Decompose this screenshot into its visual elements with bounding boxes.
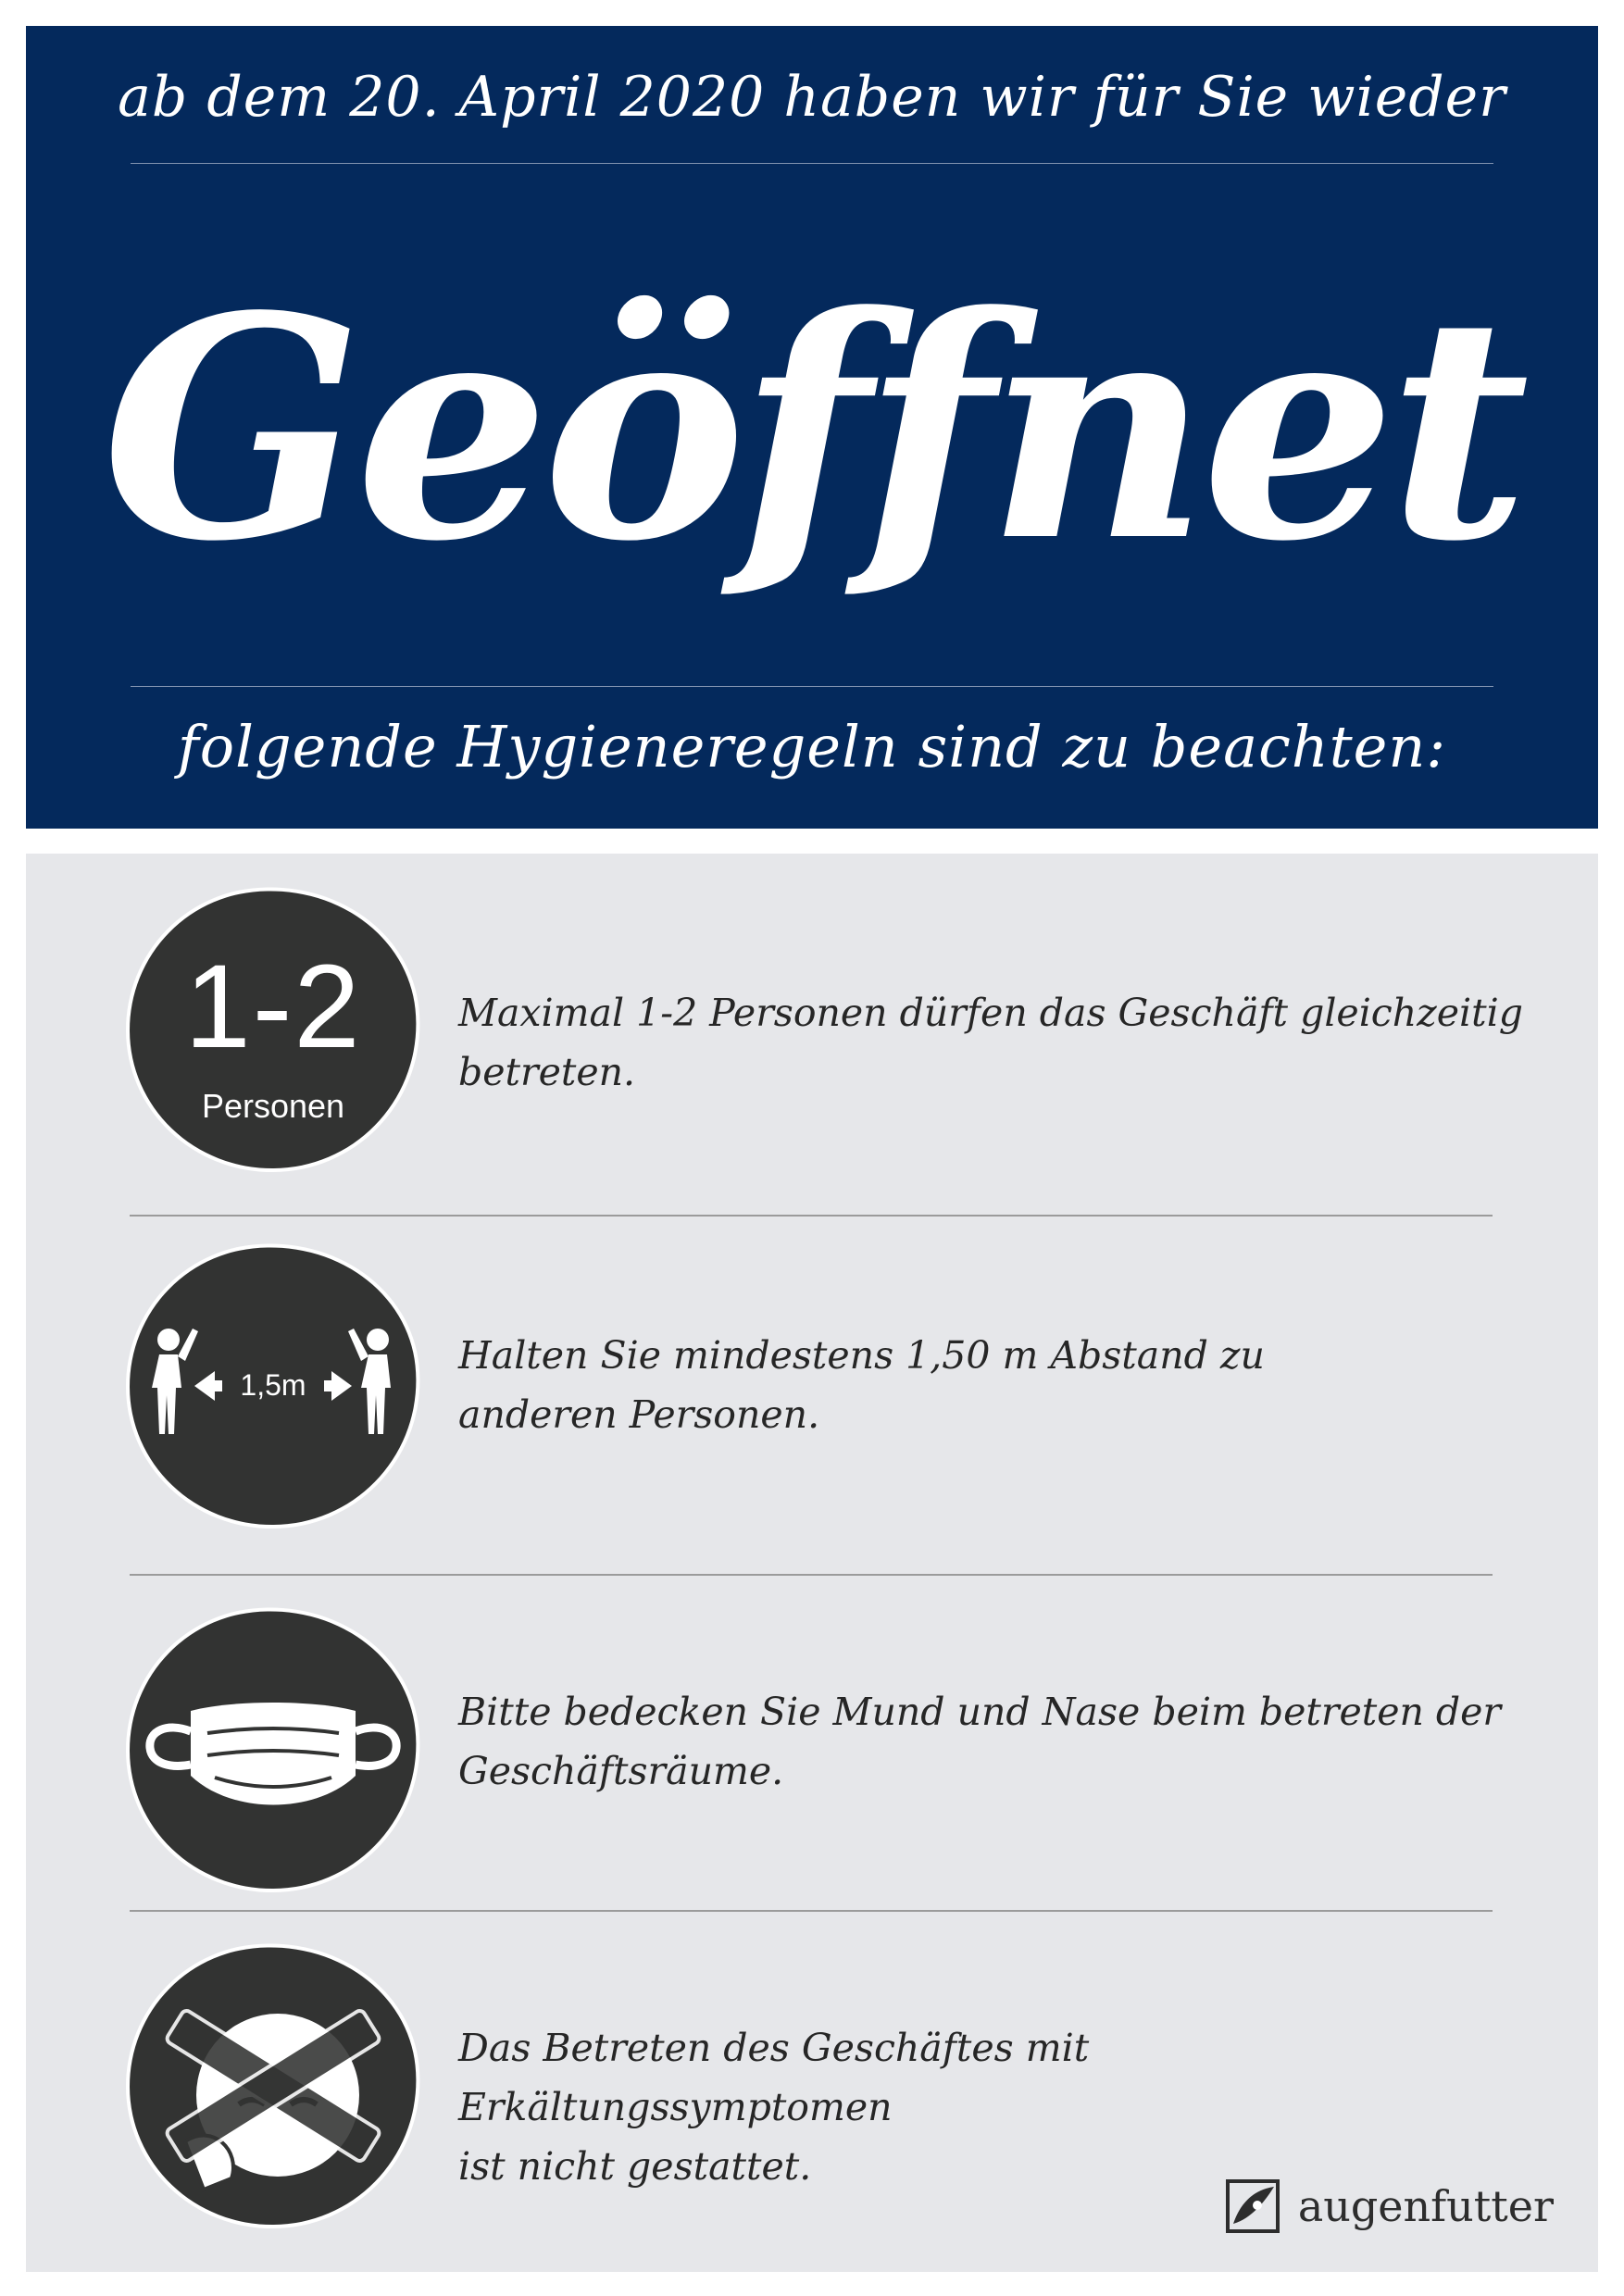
persons-count-icon [116, 877, 431, 1183]
rule-text [458, 983, 1532, 1102]
augenfutter-logo-icon [1224, 2177, 1281, 2235]
rule-text-line: Das Betreten des Geschäftes mit Erkältungssymptomen [458, 2026, 1090, 2129]
rule-text-line: ist nicht gestattet. [458, 2144, 812, 2189]
sick-person-pictogram [130, 1947, 417, 2225]
header-divider-bottom [131, 686, 1493, 687]
persons-count-caption: Personen [201, 1087, 345, 1125]
rule-max-persons [26, 854, 1598, 1131]
header-banner [26, 26, 1598, 829]
persons-count-number: 1-2 [184, 941, 362, 1073]
face-mask-icon [116, 1597, 431, 1903]
rule-text [458, 1326, 1532, 1444]
mask-pictogram [130, 1611, 417, 1889]
headline: Geöffnet [101, 249, 1523, 608]
brand [1224, 2174, 1554, 2239]
intro-text: ab dem 20. April 2020 haben wir für Sie wieder [118, 65, 1506, 130]
rule-text-line: Halten Sie mindestens 1,50 m Abstand zu [458, 1333, 1265, 1378]
distance-pictogram [130, 1247, 417, 1525]
rules-intro: folgende Hygieneregeln sind zu beachten: [177, 713, 1447, 780]
rule-text [458, 1682, 1532, 1801]
distance-caption: 1,5m [240, 1368, 306, 1402]
distance-icon [116, 1233, 431, 1540]
rule-text-line: anderen Personen. [458, 1392, 820, 1437]
rule-text-line: Bitte bedecken Sie Mund und Nase beim betreten der [458, 1690, 1501, 1734]
brand-name: augenfutter [1297, 2181, 1554, 2231]
rule-mask [26, 1574, 1598, 1852]
rule-text-line: betreten. [458, 1050, 636, 1094]
no-sick-person-icon [116, 1933, 431, 2240]
rules-panel [26, 854, 1598, 2272]
rule-text-line: Geschäftsräume. [458, 1749, 784, 1793]
header-divider-top [131, 163, 1493, 164]
rule-no-symptoms [26, 1910, 1598, 2188]
rule-text-line: Maximal 1-2 Personen dürfen das Geschäft gleichzeitig [458, 991, 1523, 1035]
rule-text [458, 2018, 1532, 2196]
rule-distance [26, 1215, 1598, 1492]
